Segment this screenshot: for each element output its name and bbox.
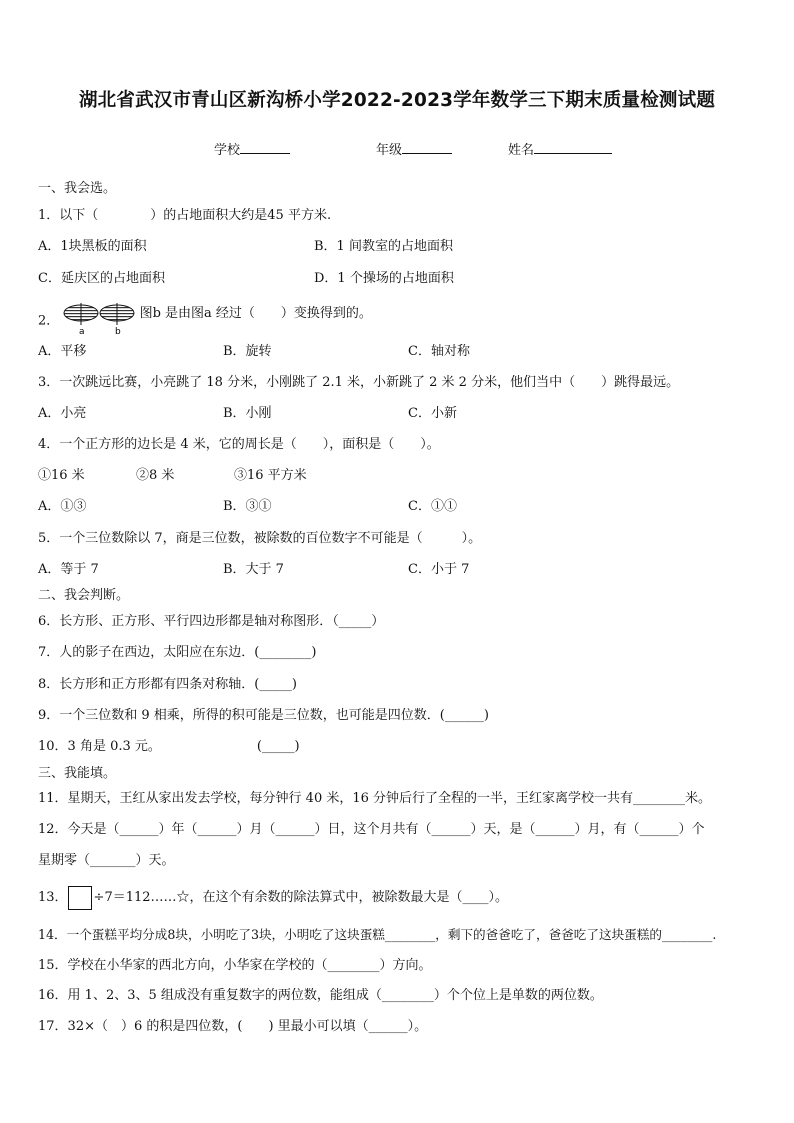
question-12-line-2: 星期零（_______）天。 bbox=[38, 853, 175, 868]
q5-option-a[interactable]: A．等于 7 bbox=[38, 562, 99, 577]
q13-text: ÷7＝112……☆，在这个有余数的除法算式中，被除数最大是（____）。 bbox=[93, 890, 509, 905]
page-title: 湖北省武汉市青山区新沟桥小学2022-2023学年数学三下期末质量检测试题 bbox=[78, 90, 716, 111]
section-2-heading: 二、我会判断。 bbox=[38, 588, 130, 603]
question-10 bbox=[38, 738, 300, 756]
q2-text: 图b 是由图a 经过（ ）变换得到的。 bbox=[139, 306, 372, 321]
q3-option-a[interactable]: A．小亮 bbox=[38, 406, 87, 421]
ellipse-transform-figure bbox=[63, 301, 135, 335]
q2-number: 2． bbox=[38, 313, 60, 329]
q1-option-d[interactable]: D．1 个操场的占地面积 bbox=[314, 271, 454, 286]
question-6: 6．长方形、正方形、平行四边形都是轴对称图形．（_____） bbox=[38, 614, 385, 629]
name-blank[interactable] bbox=[534, 140, 612, 154]
question-14: 14．一个蛋糕平均分成8块，小明吃了3块，小明吃了这块蛋糕________，剩下的爸爸吃了，爸爸吃了这块蛋糕的________. bbox=[38, 927, 717, 942]
q1-option-b[interactable]: B．1 间教室的占地面积 bbox=[314, 239, 453, 254]
school-field bbox=[214, 139, 290, 158]
section-3-heading: 三、我能填。 bbox=[38, 766, 117, 781]
q1-option-c[interactable]: C．延庆区的占地面积 bbox=[38, 271, 165, 286]
figure-b-label: b bbox=[115, 327, 122, 335]
grade-blank[interactable] bbox=[402, 140, 452, 154]
q13-answer-box[interactable] bbox=[68, 886, 92, 910]
q10-blank[interactable]: (_____) bbox=[256, 739, 300, 754]
question-11: 11．星期天，王红从家出发去学校，每分钟行 40 米，16 分钟后行了全程的一半，王红家离学校一共有________米。 bbox=[38, 791, 712, 806]
question-2 bbox=[38, 301, 372, 337]
q10-text: 10．3 角是 0.3 元。 bbox=[38, 739, 161, 754]
question-8: 8．长方形和正方形都有四条对称轴．(_____) bbox=[38, 677, 297, 692]
question-3: 3．一次跳远比赛，小亮跳了 18 分米，小刚跳了 2.1 米，小新跳了 2 米 2 分米，他们当中（ ）跳得最远。 bbox=[38, 375, 680, 390]
q3-option-b[interactable]: B．小刚 bbox=[223, 406, 272, 421]
q4-choice-2: ②8 米 bbox=[136, 468, 175, 483]
school-blank[interactable] bbox=[240, 140, 290, 154]
question-5: 5．一个三位数除以 7，商是三位数，被除数的百位数字不可能是（ ）。 bbox=[38, 531, 482, 546]
q4-option-c[interactable]: C．①① bbox=[408, 499, 457, 514]
question-1: 1．以下（ ）的占地面积大约是45 平方米. bbox=[38, 208, 332, 223]
q4-choice-1: ①16 米 bbox=[38, 468, 85, 483]
question-4: 4．一个正方形的边长是 4 米，它的周长是（ ），面积是（ ）。 bbox=[38, 437, 440, 452]
question-17: 17．32×（ ）6 的积是四位数，( ) 里最小可以填（______）。 bbox=[38, 1019, 428, 1034]
school-label: 学校 bbox=[214, 143, 241, 158]
q2-option-b[interactable]: B．旋转 bbox=[223, 344, 272, 359]
question-16: 16．用 1、2、3、5 组成没有重复数字的两位数，能组成（________）个个位上是单数的两位数。 bbox=[38, 988, 603, 1003]
q5-option-b[interactable]: B．大于 7 bbox=[223, 562, 284, 577]
name-field bbox=[508, 139, 612, 158]
q2-option-a[interactable]: A．平移 bbox=[38, 344, 87, 359]
q3-option-c[interactable]: C．小新 bbox=[408, 406, 457, 421]
q2-figure bbox=[63, 301, 135, 341]
grade-field bbox=[376, 139, 452, 158]
question-9: 9．一个三位数和 9 相乘，所得的积可能是三位数，也可能是四位数．(______) bbox=[38, 708, 489, 723]
q1-option-a[interactable]: A．1块黑板的面积 bbox=[38, 239, 147, 254]
figure-a-label: a bbox=[79, 327, 85, 335]
question-12-line-1: 12．今天是（______）年（______）月（______）日，这个月共有（______）天，是（______）月，有（______）个 bbox=[38, 822, 705, 837]
q4-option-a[interactable]: A．①③ bbox=[38, 499, 87, 514]
question-15: 15．学校在小华家的西北方向，小华家在学校的（________）方向。 bbox=[38, 958, 432, 973]
q4-option-b[interactable]: B．③① bbox=[223, 499, 272, 514]
question-7: 7．人的影子在西边，太阳应在东边．(________) bbox=[38, 645, 317, 660]
q5-option-c[interactable]: C．小于 7 bbox=[408, 562, 470, 577]
question-13 bbox=[38, 885, 508, 911]
name-label: 姓名 bbox=[508, 143, 535, 158]
grade-label: 年级 bbox=[376, 143, 403, 158]
q2-option-c[interactable]: C．轴对称 bbox=[408, 344, 470, 359]
section-1-heading: 一、我会选。 bbox=[38, 181, 117, 196]
q4-choice-3: ③16 平方米 bbox=[234, 468, 307, 483]
q13-number: 13． bbox=[38, 890, 68, 905]
